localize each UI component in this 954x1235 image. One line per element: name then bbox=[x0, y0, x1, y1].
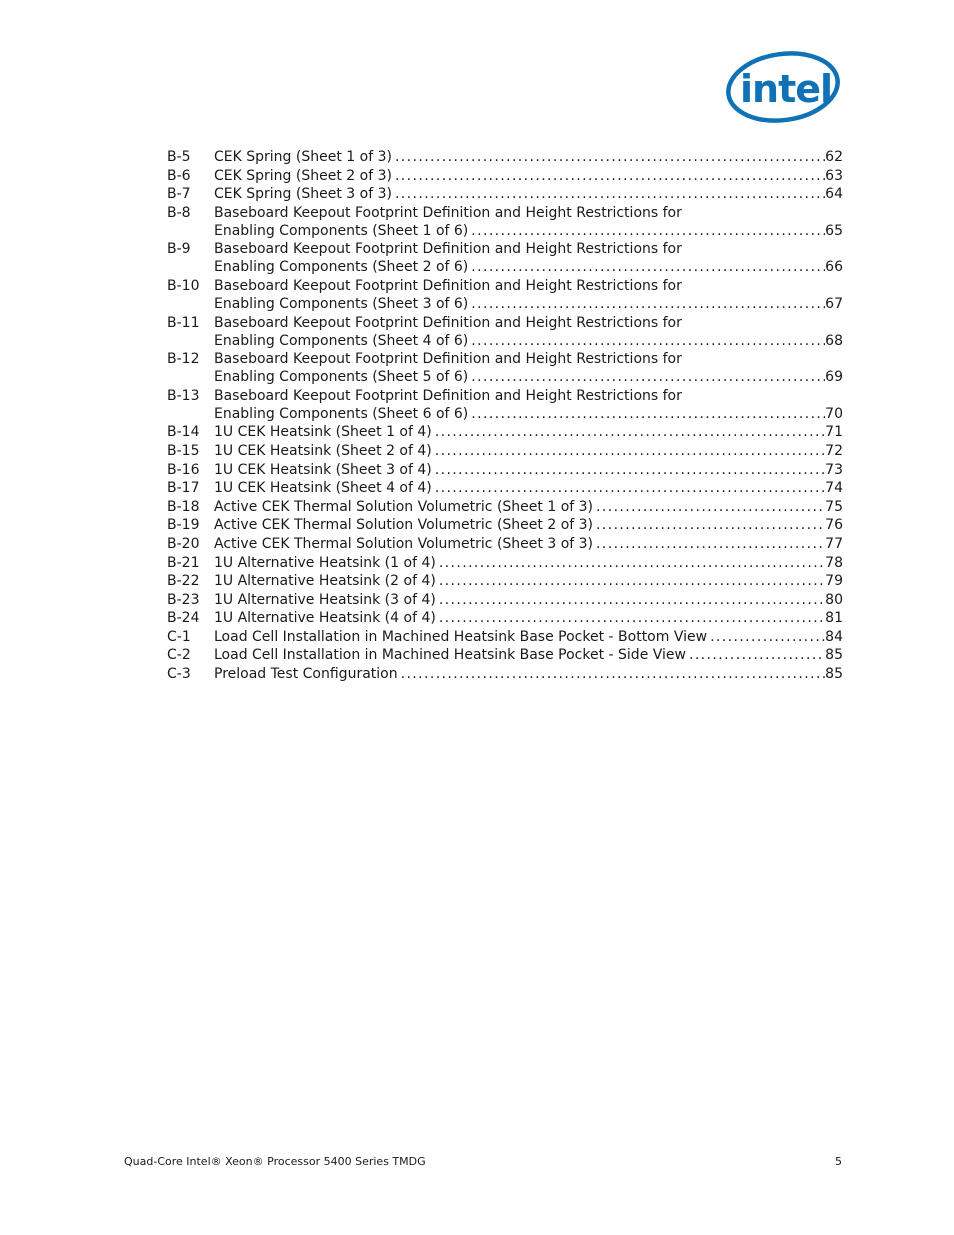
logo-wordmark: intel bbox=[740, 67, 833, 111]
figure-number: B-6 bbox=[167, 167, 191, 184]
dot-leader bbox=[468, 295, 825, 313]
figure-number: B-20 bbox=[167, 535, 200, 552]
page-number: 74 bbox=[825, 480, 843, 497]
dot-leader bbox=[398, 665, 826, 683]
page-number: 77 bbox=[825, 535, 843, 552]
toc-entry[interactable] bbox=[167, 479, 843, 497]
figure-title: 1U Alternative Heatsink (4 of 4) bbox=[214, 610, 436, 627]
toc-entry[interactable] bbox=[167, 442, 843, 460]
page-number: 63 bbox=[825, 167, 843, 184]
dot-leader bbox=[593, 535, 825, 553]
page-number: 85 bbox=[825, 647, 843, 664]
figure-title: Preload Test Configuration bbox=[214, 666, 398, 683]
dot-leader bbox=[593, 498, 825, 516]
page-number: 62 bbox=[825, 149, 843, 165]
page-number: 75 bbox=[825, 498, 843, 515]
figure-title: Enabling Components (Sheet 4 of 6) bbox=[214, 332, 469, 349]
figure-title: CEK Spring (Sheet 2 of 3) bbox=[214, 167, 392, 184]
page-number: 67 bbox=[825, 295, 843, 312]
figure-title-line1: Baseboard Keepout Footprint Definition and Height Restrictions for bbox=[214, 277, 682, 294]
figure-title: 1U CEK Heatsink (Sheet 4 of 4) bbox=[214, 480, 432, 497]
figure-number: B-7 bbox=[167, 186, 191, 203]
toc-entry[interactable] bbox=[167, 185, 843, 203]
figure-number: B-5 bbox=[167, 149, 191, 165]
page-number: 69 bbox=[825, 369, 843, 386]
page-number: 65 bbox=[825, 222, 843, 239]
figure-title: Active CEK Thermal Solution Volumetric (Sheet 3 of 3) bbox=[214, 535, 594, 552]
figure-title: Enabling Components (Sheet 1 of 6) bbox=[214, 222, 469, 239]
dot-leader bbox=[468, 332, 825, 350]
toc-entry[interactable] bbox=[167, 628, 843, 646]
dot-leader bbox=[468, 405, 825, 423]
figure-title: 1U Alternative Heatsink (2 of 4) bbox=[214, 573, 436, 590]
toc-entry[interactable] bbox=[167, 498, 843, 516]
toc-entry[interactable] bbox=[167, 646, 843, 664]
page-footer bbox=[124, 1155, 842, 1168]
figure-title-line1: Baseboard Keepout Footprint Definition and Height Restrictions for bbox=[214, 204, 682, 221]
figure-number: B-13 bbox=[167, 387, 200, 404]
figure-number: B-23 bbox=[167, 591, 200, 608]
figure-number: B-8 bbox=[167, 204, 191, 221]
toc-entry[interactable] bbox=[167, 591, 843, 609]
figure-number: B-19 bbox=[167, 517, 200, 534]
figure-title: Load Cell Installation in Machined Heatsink Base Pocket - Bottom View bbox=[214, 628, 708, 645]
dot-leader bbox=[436, 609, 825, 627]
page-number: 70 bbox=[825, 405, 843, 422]
figure-title: Enabling Components (Sheet 2 of 6) bbox=[214, 259, 469, 276]
toc-entry[interactable] bbox=[167, 423, 843, 441]
dot-leader bbox=[468, 368, 825, 386]
page-number: 80 bbox=[825, 591, 843, 608]
dot-leader bbox=[436, 572, 825, 590]
page-number: 81 bbox=[825, 610, 843, 627]
page-number: 79 bbox=[825, 573, 843, 590]
page-number: 72 bbox=[825, 442, 843, 459]
figure-title: 1U CEK Heatsink (Sheet 1 of 4) bbox=[214, 424, 432, 441]
figure-title-line1: Baseboard Keepout Footprint Definition and Height Restrictions for bbox=[214, 314, 682, 331]
toc-entry[interactable] bbox=[167, 314, 843, 350]
toc-entry[interactable] bbox=[167, 572, 843, 590]
intel-logo bbox=[724, 48, 842, 128]
figure-title: Enabling Components (Sheet 3 of 6) bbox=[214, 295, 469, 312]
toc-entry[interactable] bbox=[167, 277, 843, 313]
dot-leader bbox=[392, 185, 825, 203]
dot-leader bbox=[392, 148, 825, 166]
figure-number: B-9 bbox=[167, 241, 191, 258]
toc-entry[interactable] bbox=[167, 387, 843, 423]
dot-leader bbox=[432, 442, 825, 460]
toc-entry[interactable] bbox=[167, 204, 843, 240]
page-number: 73 bbox=[825, 461, 843, 478]
figure-number: C-1 bbox=[167, 628, 191, 645]
figure-number: B-16 bbox=[167, 461, 200, 478]
toc-entry[interactable] bbox=[167, 167, 843, 185]
toc-entry[interactable] bbox=[167, 609, 843, 627]
dot-leader bbox=[468, 222, 825, 240]
figure-number: B-11 bbox=[167, 314, 200, 331]
page-number: 64 bbox=[825, 186, 843, 203]
figure-title: 1U CEK Heatsink (Sheet 2 of 4) bbox=[214, 442, 432, 459]
figure-number: B-18 bbox=[167, 498, 200, 515]
page-number: 84 bbox=[825, 628, 843, 645]
figure-title: Load Cell Installation in Machined Heatsink Base Pocket - Side View bbox=[214, 647, 686, 664]
dot-leader bbox=[593, 516, 825, 534]
figure-number: B-12 bbox=[167, 351, 200, 368]
figure-title: 1U CEK Heatsink (Sheet 3 of 4) bbox=[214, 461, 432, 478]
figure-number: B-17 bbox=[167, 480, 200, 497]
figure-title-line1: Baseboard Keepout Footprint Definition and Height Restrictions for bbox=[214, 241, 682, 258]
figure-title: Active CEK Thermal Solution Volumetric (Sheet 1 of 3) bbox=[214, 498, 594, 515]
figure-title-line1: Baseboard Keepout Footprint Definition and Height Restrictions for bbox=[214, 387, 682, 404]
figure-title: CEK Spring (Sheet 1 of 3) bbox=[214, 149, 392, 165]
figure-number: B-15 bbox=[167, 442, 200, 459]
toc-entry[interactable] bbox=[167, 665, 843, 683]
figure-title: Enabling Components (Sheet 5 of 6) bbox=[214, 369, 469, 386]
dot-leader bbox=[686, 646, 825, 664]
toc-entry[interactable] bbox=[167, 350, 843, 386]
footer-page-number: 5 bbox=[835, 1155, 842, 1168]
dot-leader bbox=[707, 628, 825, 646]
figure-title: CEK Spring (Sheet 3 of 3) bbox=[214, 186, 392, 203]
figure-number: B-10 bbox=[167, 277, 200, 294]
dot-leader bbox=[432, 461, 825, 479]
figure-title: Active CEK Thermal Solution Volumetric (Sheet 2 of 3) bbox=[214, 517, 594, 534]
toc-entry[interactable] bbox=[167, 148, 843, 166]
page-number: 76 bbox=[825, 517, 843, 534]
dot-leader bbox=[436, 554, 825, 572]
toc-entry[interactable] bbox=[167, 535, 843, 553]
dot-leader bbox=[432, 479, 825, 497]
figure-title: Enabling Components (Sheet 6 of 6) bbox=[214, 405, 469, 422]
page-number: 68 bbox=[825, 332, 843, 349]
figure-number: C-3 bbox=[167, 666, 191, 683]
toc-entry[interactable] bbox=[167, 554, 843, 572]
page-number: 78 bbox=[825, 554, 843, 571]
figure-number: B-24 bbox=[167, 610, 200, 627]
dot-leader bbox=[432, 423, 825, 441]
figure-number: B-14 bbox=[167, 424, 200, 441]
page-number: 66 bbox=[825, 259, 843, 276]
figure-number: B-21 bbox=[167, 554, 200, 571]
table-of-figures bbox=[167, 148, 843, 684]
toc-entry[interactable] bbox=[167, 240, 843, 276]
dot-leader bbox=[436, 591, 825, 609]
toc-entry[interactable] bbox=[167, 461, 843, 479]
figure-title: 1U Alternative Heatsink (3 of 4) bbox=[214, 591, 436, 608]
page-number: 71 bbox=[825, 424, 843, 441]
figure-number: B-22 bbox=[167, 573, 200, 590]
figure-number: C-2 bbox=[167, 647, 191, 664]
figure-title: 1U Alternative Heatsink (1 of 4) bbox=[214, 554, 436, 571]
figure-title-line1: Baseboard Keepout Footprint Definition and Height Restrictions for bbox=[214, 351, 682, 368]
dot-leader bbox=[468, 258, 825, 276]
page-number: 85 bbox=[825, 666, 843, 683]
toc-entry[interactable] bbox=[167, 516, 843, 534]
dot-leader bbox=[392, 167, 825, 185]
footer-doc-title: Quad-Core Intel® Xeon® Processor 5400 Series TMDG bbox=[124, 1155, 426, 1168]
